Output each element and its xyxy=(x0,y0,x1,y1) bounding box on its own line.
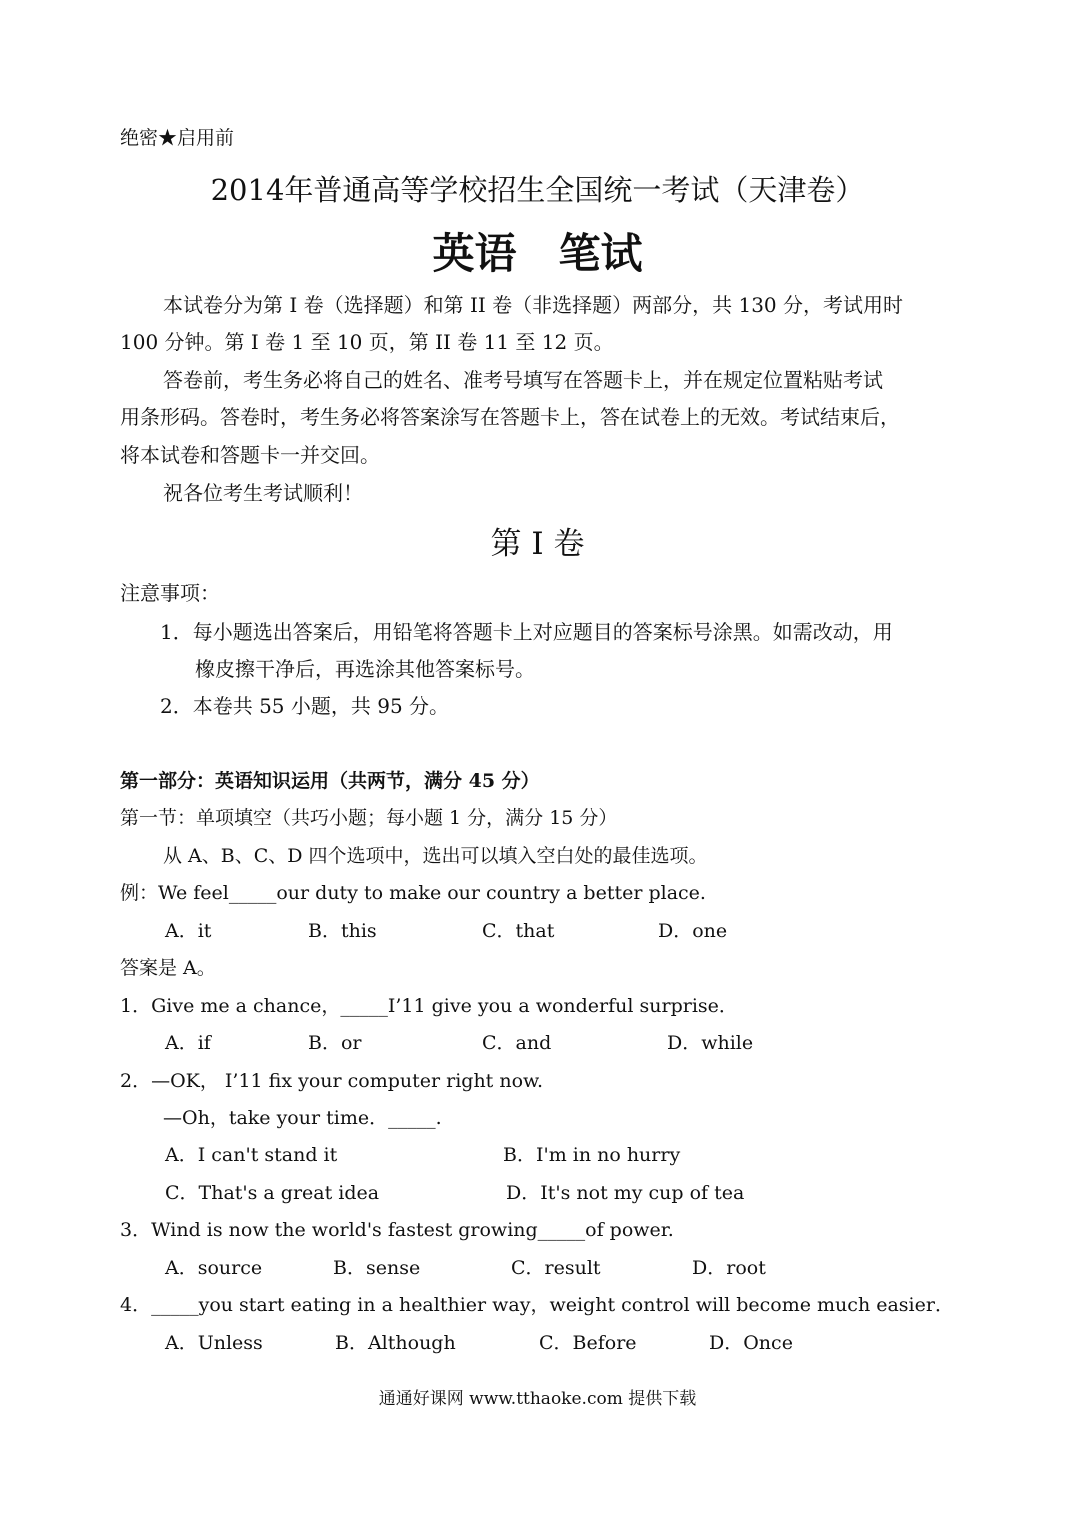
note-line: 1．每小题选出答案后，用铅笔将答题卡上对应题目的答案标号涂黑。如需改动，用 xyxy=(160,620,893,644)
question-option: B．I'm in no hurry xyxy=(503,1144,681,1166)
example-answer: 答案是 A。 xyxy=(120,957,216,979)
footer-text: 通通好课网 www.tthaoke.com 提供下载 xyxy=(378,1389,697,1409)
question-option: C．result xyxy=(511,1257,601,1279)
note-line: 2．本卷共 55 小题，共 95 分。 xyxy=(160,694,450,718)
question-option: D．while xyxy=(667,1032,754,1054)
question-option: B．sense xyxy=(333,1257,421,1279)
secret-mark: 绝密★启用前 xyxy=(120,127,235,149)
question-stem: 1．Give me a chance，_____I’11 give you a wonderful surprise． xyxy=(120,995,738,1017)
question-option: A．if xyxy=(165,1032,211,1054)
question-option: C．and xyxy=(482,1032,552,1054)
example-option: B．this xyxy=(308,920,377,942)
question-option: C．Before xyxy=(539,1332,637,1354)
question-option: C．That's a great idea xyxy=(165,1182,380,1204)
example-option: D．one xyxy=(658,920,728,942)
question-option: D．It's not my cup of tea xyxy=(506,1182,745,1204)
question-stem-reply: —Oh，take your time．_____. xyxy=(163,1107,442,1129)
question-option: A．source xyxy=(165,1257,263,1279)
question-option: D．root xyxy=(692,1257,766,1279)
volume-title: 第 I 卷 xyxy=(490,526,585,562)
example-option: A．it xyxy=(165,920,212,942)
question-option: B．Although xyxy=(335,1332,456,1354)
note-line: 橡皮擦干净后，再选涂其他答案标号。 xyxy=(195,657,535,681)
question-option: B．or xyxy=(308,1032,362,1054)
example-option: C．that xyxy=(482,920,555,942)
question-option: D．Once xyxy=(709,1332,793,1354)
intro-line: 本试卷分为第 I 卷（选择题）和第 II 卷（非选择题）两部分，共 130 分，考试用时 xyxy=(163,293,904,317)
question-stem: 4．_____you start eating in a healthier way，weight control will become much easier． xyxy=(120,1294,954,1316)
question-option: A．Unless xyxy=(165,1332,263,1354)
example-stem: 例：We feel_____our duty to make our country a better place. xyxy=(120,882,706,904)
question-option: A．I can't stand it xyxy=(165,1144,338,1166)
section-heading: 第一节：单项填空（共巧小题；每小题 1 分，满分 15 分） xyxy=(120,807,618,829)
exam-title: 2014年普通高等学校招生全国统一考试（天津卷） xyxy=(210,173,865,207)
intro-line: 祝各位考生考试顺利！ xyxy=(163,481,363,505)
intro-line: 将本试卷和答题卡一并交回。 xyxy=(120,443,380,467)
exam-subject: 英语 笔试 xyxy=(432,229,643,278)
question-stem: 2．—OK， I’11 fix your computer right now. xyxy=(120,1070,544,1092)
intro-line: 用条形码。答卷时，考生务必将答案涂写在答题卡上，答在试卷上的无效。考试结束后， xyxy=(120,405,900,429)
part-heading: 第一部分：英语知识运用（共两节，满分 45 分） xyxy=(120,770,540,792)
section-instruction: 从 A、B、C、D 四个选项中，选出可以填入空白处的最佳选项。 xyxy=(163,845,708,867)
question-stem: 3．Wind is now the world's fastest growing_____of power. xyxy=(120,1219,674,1241)
intro-line: 100 分钟。第 I 卷 1 至 10 页，第 II 卷 11 至 12 页。 xyxy=(120,330,614,354)
notes-heading: 注意事项： xyxy=(120,581,220,605)
intro-line: 答卷前，考生务必将自己的姓名、准考号填写在答题卡上，并在规定位置粘贴考试 xyxy=(163,368,883,392)
